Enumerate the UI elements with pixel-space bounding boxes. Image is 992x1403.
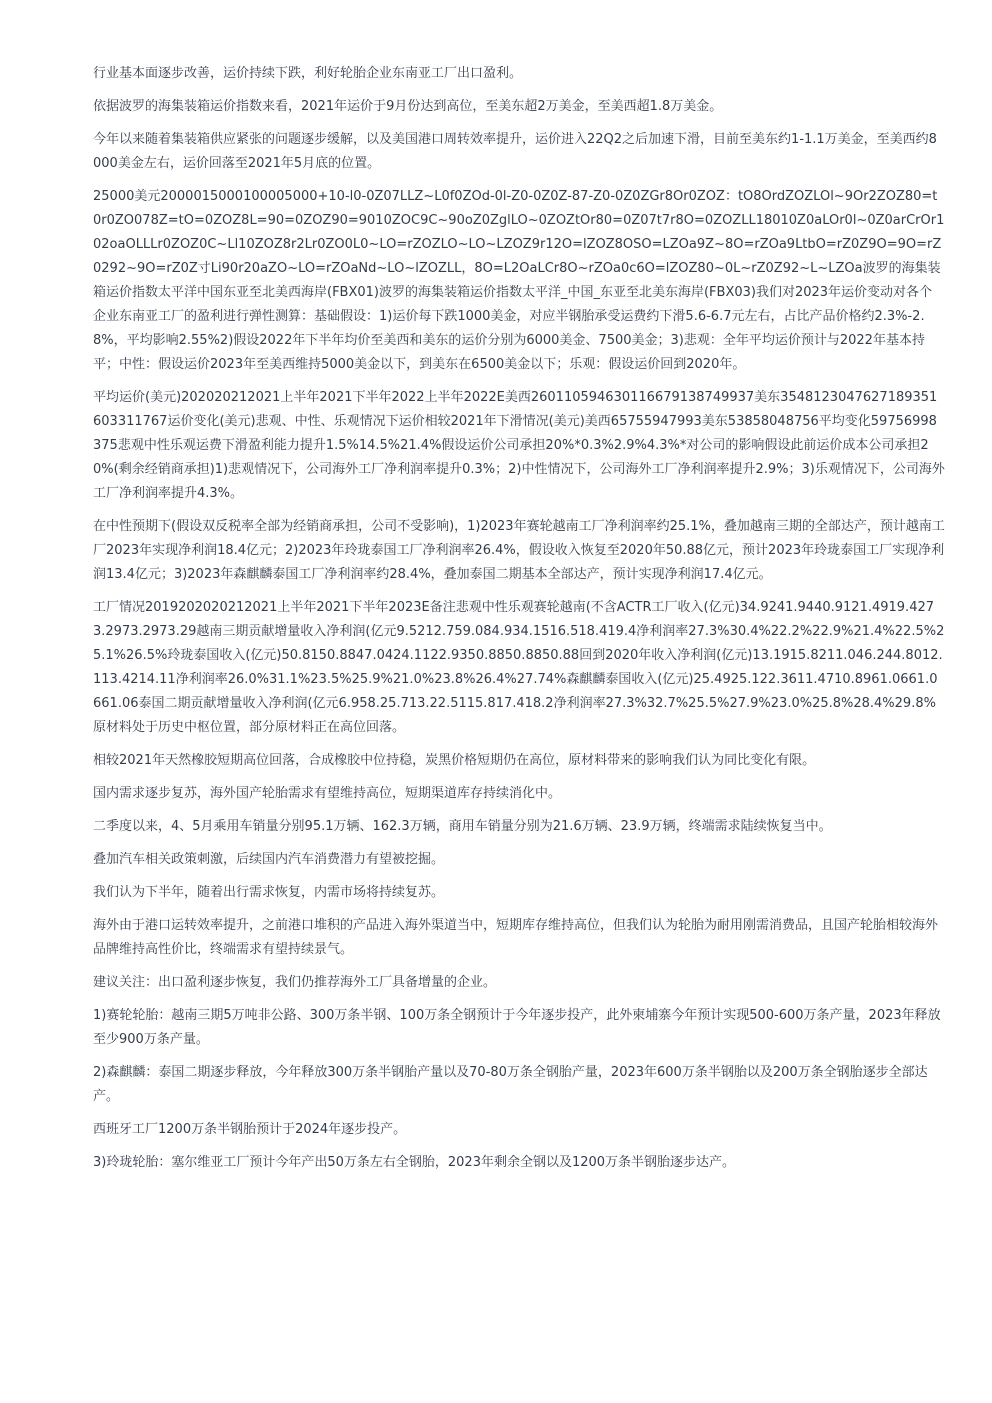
paragraph-freight-scenarios: 平均运价(美元)202020212021上半年2021下半年2022上半年2022E美西26011059463011667913874993​7美东35481230476271893516033117​67运价变化(美元)悲观、中性、乐观情况下运价相较2021年下滑情况(美元)美西65755947993美东53858048756平均变化59756998375悲观中性乐观运费下滑盈利能力提升1.5%14.5%21.4%假设运价公司承担20%*0.3%2.9%4.3%*对公司的影响假设此前运价成本公司承担20%(剩余经销商承担)1)悲观情况下，公司海外工厂净利润率提升0.3%；2)中性情况下，公司海外工厂净利润率提升2.9%；3)乐观情况下，公司海外工厂净利润率提升4.3%。 [93, 390, 945, 501]
paragraph-spain-factory: 西班牙工厂1200万条半钢胎预计于2024年逐步投产。 [93, 1122, 407, 1137]
paragraph-recommendation: 建议关注：出口盈利逐步恢复，我们仍推荐海外工厂具备增量的企业。 [93, 975, 497, 990]
paragraph-neutral-expectation: 在中性预期下(假设双反税率全部为经销商承担，公司不受影响)，1)2023年赛轮越南工厂净利润率约25.1%，叠加越南三期的全部达产，预计越南工厂2023年实现净利润18.4亿元；2)2023年玲珑泰国工厂净利润率26.4%，假设收入恢复至2020年50.88亿元，预计2023年玲珑泰国工厂实现净利润13.4亿元；3)2023年森麒麟泰国工厂净利润率约28.4%，叠加泰国二期基本全部达产，预计实现净利润17.4亿元。 [93, 519, 945, 582]
paragraph-sailun: 1)赛轮轮胎：越南三期5万吨非公路、300万条半钢、100万条全钢预计于今年逐步投产，此外柬埔寨今年预计实现500-600万条产量，2023年释放至少900万条产量。 [93, 1008, 941, 1047]
paragraph-baltic-index: 依据波罗的海集装箱运价指数来看，2021年运价于9月份达到高位，至美东超2万美金，至美西超1.8万美金。 [93, 99, 723, 114]
paragraph-freight-chart-and-assumptions: 25000美元2000015000100005000+10-l0-0Z07LLZ~L0f0ZOd-0l-Z0-0Z0Z-87-Z0-0Z0ZGr8Or0ZOZ：tO8OrdZOZLOl~9Or2ZOZ80=t0r0ZO078Z=tO=0ZOZ8L=90=0ZOZ90=9010ZOC9C~90oZ0ZglLO~0ZOZtOr80=0Z07t7r8O=0ZOZLL18010Z0aLOr0l~0Z0arCrOr102oaOLLLr0ZOZ0C~Ll10ZOZ8r2Lr0ZO0L0~LO=rZOZLO~LO~LZOZ9r12O=lZOZ8OSO=LZOa9Z~8O=rZOa9LtbO=rZ0Z9O=9O=rZ0292~9O=rZ0Z寸Li90r20aZO~LO=rZOaNd~LO~lZOZLL，8O=L2OaLCr8O~rZOa0c6O=lZOZ80~0L~rZ0Z92~L~LZOa波罗的海集装箱运价指数太平洋中国东亚至北美西海岸(FBX01)波罗的海集装箱运价指数太平洋_中国_东亚至北美东海岸(FBX03)我们对2023年运价变动对各个企业东南亚工厂的盈利进行弹性测算：基础假设：1)运价每下跌1000美金，对应半钢胎承受运费约下滑5.6-6.7元左右，占比产品价格约2.3%-2.8%，平均影响2.55%2)假设2022年下半年均价至美西和美东的运价分别为6000美金、7500美金；3)悲观：全年平均运价预计与2022年基本持平；中性：假设运价2023年至美西维持5000美金以下，到美东在6500美金以下；乐观：假设运价回到2020年。 [93, 189, 945, 372]
paragraph-freight-decline: 今年以来随着集装箱供应紧张的问题逐步缓解，以及美国港口周转效率提升，运价进入22Q2之后加速下滑，目前至美东约1-1.1万美金，至美西约8000美金左右，运价回落至2021年5月底的位置。 [93, 132, 937, 171]
document-page [93, 62, 945, 1184]
paragraph-second-half-outlook: 我们认为下半年，随着出行需求恢复，内需市场将持续复苏。 [93, 885, 445, 900]
paragraph-domestic-demand: 国内需求逐步复苏，海外国产轮胎需求有望维持高位，短期渠道库存持续消化中。 [93, 786, 562, 801]
paragraph-senqilin: 2)森麒麟：泰国二期逐步释放，今年释放300万条半钢胎产量以及70-80万条全钢胎产量，2023年600万条半钢胎以及200万条全钢胎逐步全部达产。 [93, 1065, 928, 1104]
paragraph-factory-table: 工厂情况2019202020212021上半年2021下半年2023E备注悲观中性乐观赛轮越南(不含ACTR工厂收入(亿元)34.9241.9440.9121.4919.4273.2973.2973.29越南三期贡献增量收入净利润(亿元9.5212.759.084.934.1516.518.419.4净利润率27.3%30.4%22.2%22.9%21.4%22.5%25.1%26.5%玲珑泰国收入(亿元)50.8150.8847.0424.1122.9350.8850.8850.88回到2020年收入净利润(亿元)13.1915.8211.046.244.8012.113.4214.11净利润率26.0%31.1%23.5%25.9%21.0%23.8%26.4%27.74%森麒麟泰国收入(亿元)25.4925.122.3611.4710.8961.0661.0661.06泰国二期贡献增量收入净利润(亿元6.958.25.713.22.5115.817.418.2净利润率27.3%32.7%25.5%27.9%23.0%25.8%28.4%29.8%原材料处于历史中枢位置，部分原材料正在高位回落。 [93, 600, 945, 735]
paragraph-intro: 行业基本面逐步改善，运价持续下跌，利好轮胎企业东南亚工厂出口盈利。 [93, 66, 523, 81]
paragraph-policy-stimulus: 叠加汽车相关政策刺激，后续国内汽车消费潜力有望被挖掘。 [93, 852, 445, 867]
paragraph-raw-materials: 相较2021年天然橡胶短期高位回落，合成橡胶中位持稳，炭黑价格短期仍在高位，原材料带来的影响我们认为同比变化有限。 [93, 753, 816, 768]
paragraph-linglong: 3)玲珑轮胎：塞尔维亚工厂预计今年产出50万条左右全钢胎，2023年剩余全钢以及1200万条半钢胎逐步达产。 [93, 1155, 736, 1170]
paragraph-vehicle-sales: 二季度以来，4、5月乘用车销量分别95.1万辆、162.3万辆，商用车销量分别为21.6万辆、23.9万辆，终端需求陆续恢复当中。 [93, 819, 832, 834]
paragraph-overseas-inventory: 海外由于港口运转效率提升，之前港口堆积的产品进入海外渠道当中，短期库存维持高位，但我们认为轮胎为耐用刚需消费品，且国产轮胎相较海外品牌维持高性价比，终端需求有望持续景气。 [93, 918, 939, 957]
